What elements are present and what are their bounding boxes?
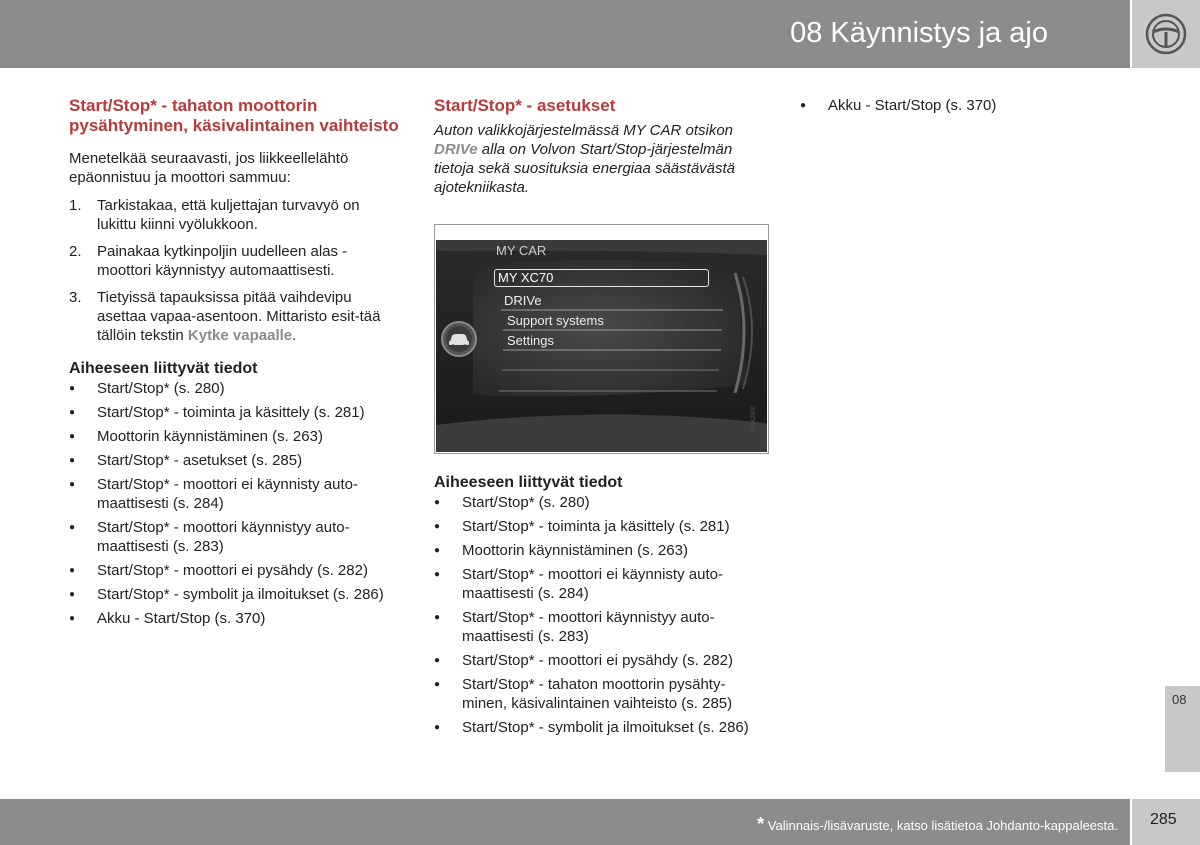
step-item: 3. Tietyissä tapauksissa pitää vaihdevipu asettaa vapaa-asentoon. Mittaristo esit-tää tällöin tekstin Kytke vapaalle. (69, 289, 381, 344)
list-item[interactable]: ● Start/Stop* - moottori ei pysähdy (s. 282) (69, 561, 399, 580)
menu-item-settings[interactable]: Settings (507, 333, 554, 348)
list-item[interactable]: ● Start/Stop* - tahaton moottorin pysähty-minen, käsivalintainen vaihteisto (s. 285) (434, 675, 769, 713)
related-info-list (800, 96, 1130, 115)
page-footer (0, 799, 1130, 845)
menu-item-support-systems[interactable]: Support systems (507, 313, 604, 328)
menu-screen-image (434, 224, 769, 454)
footnote-star: * (757, 814, 765, 834)
steering-wheel-icon (1144, 12, 1188, 56)
chapter-header (0, 0, 1130, 68)
section-heading-unintended-stop: Start/Stop* - tahaton moottorin pysähtyminen, käsivalintainen vaihteisto (69, 96, 399, 135)
related-info-list (434, 493, 769, 737)
display-message-keyword: Kytke vapaalle (187, 327, 293, 344)
list-item[interactable]: ● Moottorin käynnistäminen (s. 263) (69, 427, 399, 446)
page-number: 285 (1150, 811, 1177, 828)
section-heading-settings: Start/Stop* - asetukset (434, 96, 616, 115)
list-item[interactable]: ● Start/Stop* (s. 280) (69, 379, 399, 398)
column-1 (69, 96, 399, 633)
list-item[interactable]: ● Start/Stop* - symbolit ja ilmoitukset (s. 286) (434, 718, 769, 737)
step-item: 1. Tarkistakaa, että kuljettajan turvavyö on lukittu kiinni vyölukkoon. (69, 197, 360, 233)
chapter-title: 08 Käynnistys ja ajo (790, 17, 1048, 49)
list-item[interactable]: ● Moottorin käynnistäminen (s. 263) (434, 541, 769, 560)
list-item[interactable]: ● Start/Stop* - moottori käynnistyy auto-maattisesti (s. 283) (434, 608, 769, 646)
list-item[interactable]: ● Akku - Start/Stop (s. 370) (69, 609, 399, 628)
image-code: G042890 (751, 405, 757, 431)
list-item[interactable]: ● Start/Stop* - moottori ei käynnisty auto-maattisesti (s. 284) (434, 565, 769, 603)
list-item[interactable]: ● Start/Stop* - asetukset (s. 285) (69, 451, 399, 470)
intro-paragraph: Menetelkää seuraavasti, jos liikkeellelähtö epäonnistuu ja moottori sammuu: (69, 150, 349, 186)
list-item[interactable]: ● Start/Stop* - moottori ei pysähdy (s. 282) (434, 651, 769, 670)
list-item[interactable]: ● Start/Stop* - moottori ei käynnisty auto-maattisesti (s. 284) (69, 475, 399, 513)
list-item[interactable]: ● Start/Stop* - toiminta ja käsittely (s. 281) (69, 403, 399, 422)
menu-item-selected[interactable]: MY XC70 (494, 269, 709, 287)
screen-background (435, 225, 768, 453)
list-item[interactable]: ● Akku - Start/Stop (s. 370) (800, 96, 1130, 115)
list-item[interactable]: ● Start/Stop* (s. 280) (434, 493, 769, 512)
intro-paragraph: Auton valikkojärjestelmässä MY CAR otsikon DRIVe alla on Volvon Start/Stop-järjestelmän tietoja sekä suosituksia energiaa säästävästä ajotekniikasta. (434, 122, 736, 196)
screen-title: MY CAR (496, 243, 547, 258)
list-item[interactable]: ● Start/Stop* - moottori käynnistyy auto-maattisesti (s. 283) (69, 518, 399, 556)
footnote: * Valinnais-/lisävaruste, katso lisätietoa Johdanto-kappaleesta. (757, 814, 1118, 834)
chapter-tab-number: 08 (1172, 692, 1187, 707)
chapter-tab (1165, 686, 1200, 772)
column-2 (434, 96, 769, 742)
related-info-list (69, 379, 399, 628)
column-3 (800, 96, 1130, 120)
chapter-icon-box (1132, 0, 1200, 68)
steps-list (69, 196, 399, 345)
list-item[interactable]: ● Start/Stop* - symbolit ja ilmoitukset (s. 286) (69, 585, 399, 604)
drive-keyword: DRIVe (434, 141, 478, 158)
page-number-box (1132, 799, 1200, 845)
step-item: 2. Painakaa kytkinpoljin uudelleen alas - moottori käynnistyy automaattisesti. (69, 243, 348, 279)
related-info-heading: Aiheeseen liittyvät tiedot (434, 474, 623, 491)
related-info-heading: Aiheeseen liittyvät tiedot (69, 360, 258, 377)
menu-item-drive[interactable]: DRIVe (504, 293, 542, 308)
list-item[interactable]: ● Start/Stop* - toiminta ja käsittely (s. 281) (434, 517, 769, 536)
